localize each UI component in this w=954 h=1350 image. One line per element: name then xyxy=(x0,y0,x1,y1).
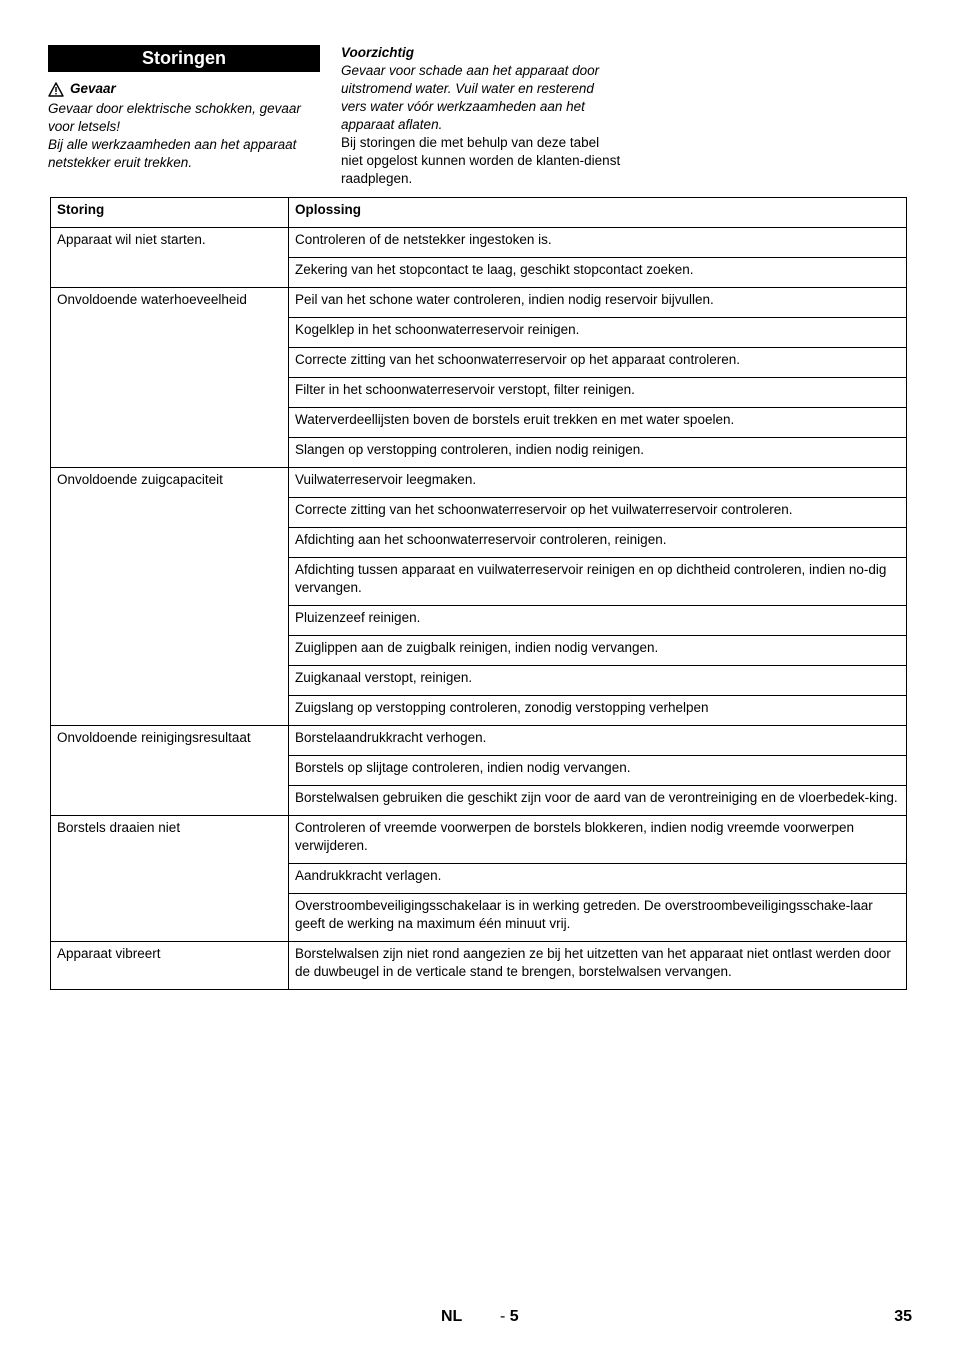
table-row xyxy=(51,942,907,990)
solution-cell: Borstelwalsen zijn niet rond aangezien ze bij het uitzetten van het apparaat niet ontlast werden door de duwbeugel in de verticale stand te brengen, borstelwalsen vervangen. xyxy=(289,942,907,990)
solution-cell: Vuilwaterreservoir leegmaken. xyxy=(289,468,907,498)
solution-cell: Borstelwalsen gebruiken die geschikt zijn voor de aard van de verontreiniging en de vloerbedek-king. xyxy=(289,786,907,816)
solution-cell: Pluizenzeef reinigen. xyxy=(289,606,907,636)
solution-cell: Borstels op slijtage controleren, indien nodig vervangen. xyxy=(289,756,907,786)
service-note: Bij storingen die met behulp van deze tabel niet opgelost kunnen worden de klanten-dienst raadplegen. xyxy=(341,135,621,186)
solution-cell: Peil van het schone water controleren, indien nodig reservoir bijvullen. xyxy=(289,288,907,318)
table-row xyxy=(51,816,907,864)
table-row xyxy=(51,468,907,498)
solution-cell: Controleren of vreemde voorwerpen de borstels blokkeren, indien nodig vreemde voorwerpen verwijderen. xyxy=(289,816,907,864)
fault-cell: Borstels draaien niet xyxy=(51,816,289,942)
solution-cell: Kogelklep in het schoonwaterreservoir reinigen. xyxy=(289,318,907,348)
solution-cell: Correcte zitting van het schoonwaterreservoir op het vuilwaterreservoir controleren. xyxy=(289,498,907,528)
solution-cell: Correcte zitting van het schoonwaterreservoir op het apparaat controleren. xyxy=(289,348,907,378)
solution-cell: Waterverdeellijsten boven de borstels eruit trekken en met water spoelen. xyxy=(289,408,907,438)
danger-heading xyxy=(48,80,324,98)
footer-section xyxy=(500,1308,519,1326)
solution-cell: Controleren of de netstekker ingestoken is. xyxy=(289,228,907,258)
page-number: 35 xyxy=(894,1308,912,1325)
solution-cell: Zuiglippen aan de zuigbalk reinigen, indien nodig vervangen. xyxy=(289,636,907,666)
solution-cell: Filter in het schoonwaterreservoir verstopt, filter reinigen. xyxy=(289,378,907,408)
warning-triangle-icon xyxy=(48,82,64,97)
page-title-text: Storingen xyxy=(142,48,226,68)
fault-cell: Onvoldoende zuigcapaciteit xyxy=(51,468,289,726)
danger-text-2: Bij alle werkzaamheden aan het apparaat netstekker eruit trekken. xyxy=(48,137,297,170)
troubleshooting-table xyxy=(50,197,907,990)
fault-cell: Onvoldoende reinigingsresultaat xyxy=(51,726,289,816)
caution-notice xyxy=(341,44,621,188)
table-header-row xyxy=(51,198,907,228)
footer-language: NL xyxy=(441,1308,463,1325)
caution-text: Gevaar voor schade aan het apparaat door uitstromend water. Vuil water en resterend vers water vóór werkzaamheden aan het apparaat aflaten. xyxy=(341,63,600,132)
fault-cell: Apparaat wil niet starten. xyxy=(51,228,289,288)
solution-cell: Afdichting tussen apparaat en vuilwaterreservoir reinigen en op dichtheid controleren, indien no-dig vervangen. xyxy=(289,558,907,606)
solution-cell: Aandrukkracht verlagen. xyxy=(289,864,907,894)
footer-section-number: 5 xyxy=(509,1308,519,1325)
table-body xyxy=(51,228,907,990)
footer-prefix: - xyxy=(500,1308,510,1325)
header-oplossing: Oplossing xyxy=(289,198,907,228)
solution-cell: Borstelaandrukkracht verhogen. xyxy=(289,726,907,756)
solution-cell: Zekering van het stopcontact te laag, geschikt stopcontact zoeken. xyxy=(289,258,907,288)
header-storing: Storing xyxy=(51,198,289,228)
caution-label: Voorzichtig xyxy=(341,45,414,60)
solution-cell: Zuigslang op verstopping controleren, zonodig verstopping verhelpen xyxy=(289,696,907,726)
fault-cell: Apparaat vibreert xyxy=(51,942,289,990)
page-title xyxy=(48,45,320,72)
solution-cell: Zuigkanaal verstopt, reinigen. xyxy=(289,666,907,696)
danger-text-1: Gevaar door elektrische schokken, gevaar voor letsels! xyxy=(48,101,301,134)
solution-cell: Overstroombeveiligingsschakelaar is in werking getreden. De overstroombeveiligingsschake-laar geeft de werking na maximum één minuut vrij. xyxy=(289,894,907,942)
danger-notice xyxy=(48,80,324,172)
solution-cell: Slangen op verstopping controleren, indien nodig reinigen. xyxy=(289,438,907,468)
table-row xyxy=(51,228,907,258)
table-row xyxy=(51,726,907,756)
danger-label: Gevaar xyxy=(70,81,116,96)
solution-cell: Afdichting aan het schoonwaterreservoir controleren, reinigen. xyxy=(289,528,907,558)
fault-cell: Onvoldoende waterhoeveelheid xyxy=(51,288,289,468)
table-row xyxy=(51,288,907,318)
